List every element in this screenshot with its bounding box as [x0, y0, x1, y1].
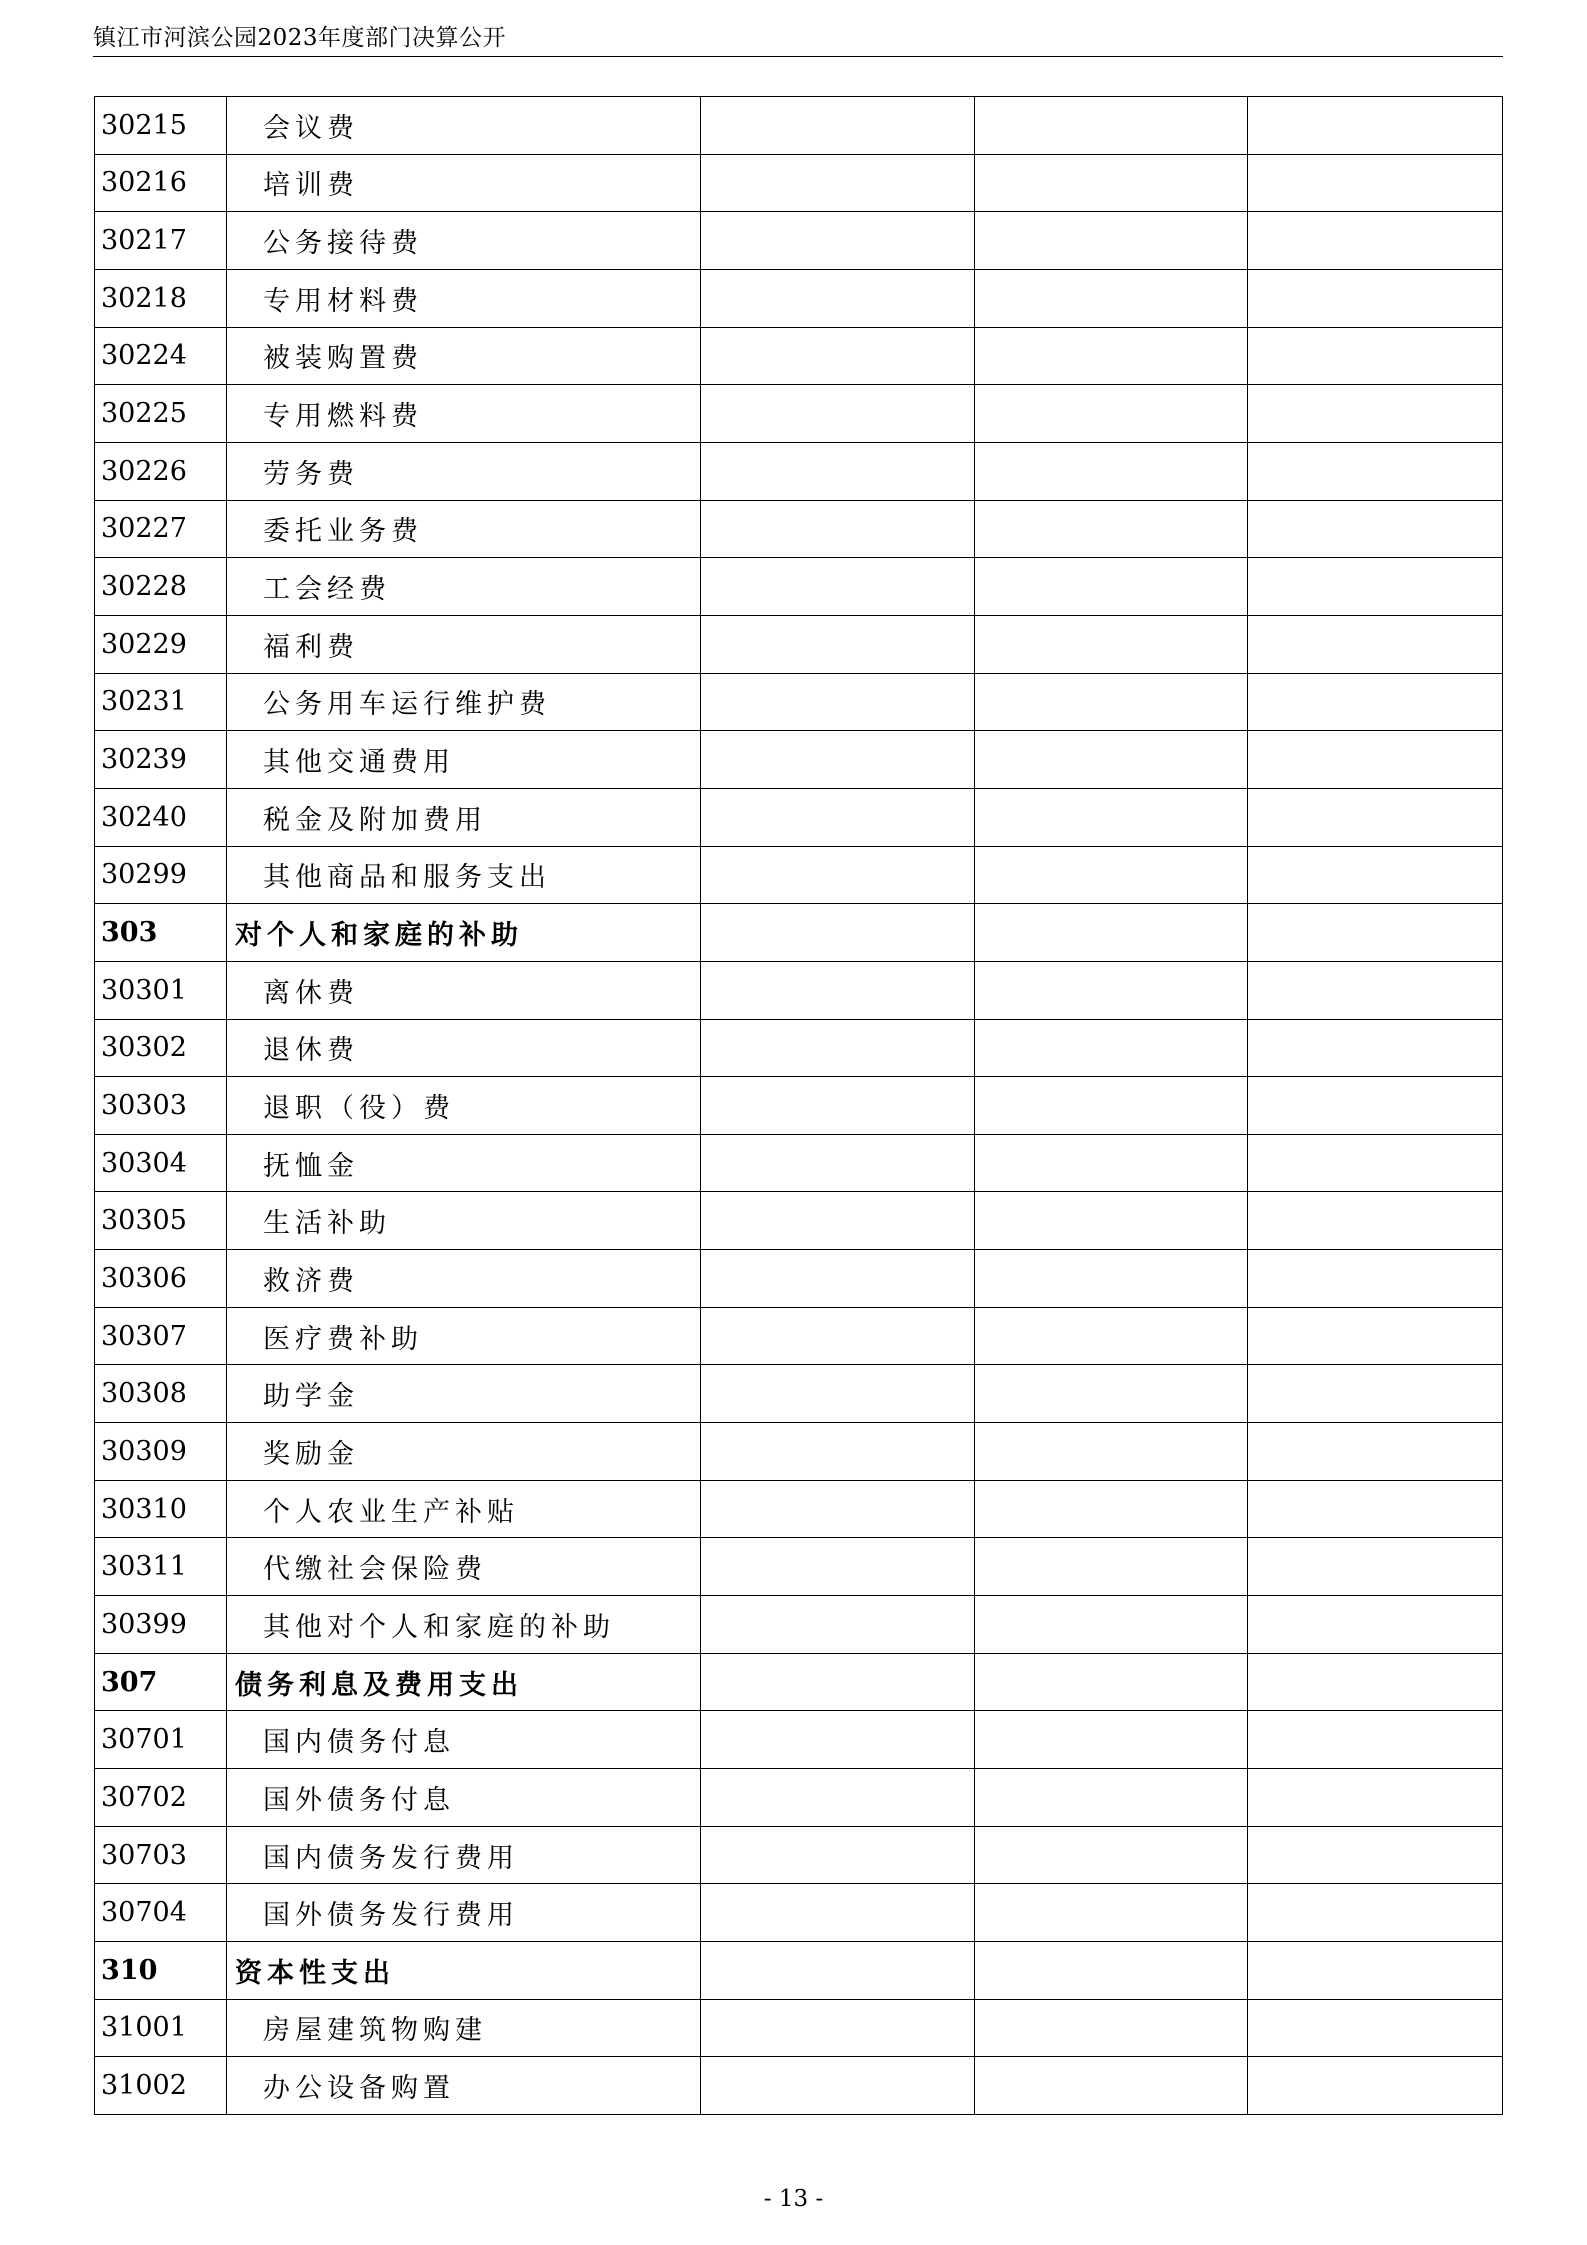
table-row	[95, 1250, 1503, 1308]
table-row	[95, 1711, 1503, 1769]
subject-name-cell: 委托业务费	[227, 500, 701, 558]
amount-cell	[1248, 154, 1503, 212]
amount-cell	[701, 615, 975, 673]
table-row	[95, 1596, 1503, 1654]
subject-code-cell: 30306	[95, 1250, 227, 1308]
table-body	[95, 97, 1503, 2115]
amount-cell	[975, 1134, 1248, 1192]
amount-cell	[1248, 1019, 1503, 1077]
amount-cell	[975, 1769, 1248, 1827]
page-header	[93, 20, 1503, 57]
amount-cell	[975, 904, 1248, 962]
amount-cell	[1248, 673, 1503, 731]
page-number: - 13 -	[763, 2186, 824, 2212]
amount-cell	[975, 327, 1248, 385]
table-row	[95, 615, 1503, 673]
amount-cell	[1248, 846, 1503, 904]
subject-name-cell: 房屋建筑物购建	[227, 1999, 701, 2057]
amount-cell	[1248, 1769, 1503, 1827]
amount-cell	[701, 1711, 975, 1769]
amount-cell	[1248, 1999, 1503, 2057]
subject-name-cell: 医疗费补助	[227, 1307, 701, 1365]
amount-cell	[1248, 1826, 1503, 1884]
amount-cell	[1248, 961, 1503, 1019]
amount-cell	[701, 1538, 975, 1596]
amount-cell	[1248, 500, 1503, 558]
subject-code-cell: 30303	[95, 1077, 227, 1135]
table-category-row	[95, 904, 1503, 962]
amount-cell	[701, 731, 975, 789]
subject-code-cell: 30224	[95, 327, 227, 385]
amount-cell	[701, 269, 975, 327]
subject-name-cell: 培训费	[227, 154, 701, 212]
amount-cell	[975, 1365, 1248, 1423]
amount-cell	[701, 1365, 975, 1423]
subject-code-cell: 307	[95, 1653, 227, 1711]
amount-cell	[1248, 615, 1503, 673]
table-row	[95, 1769, 1503, 1827]
amount-cell	[975, 961, 1248, 1019]
amount-cell	[975, 1999, 1248, 2057]
subject-name-cell: 其他交通费用	[227, 731, 701, 789]
subject-name-cell: 福利费	[227, 615, 701, 673]
amount-cell	[1248, 385, 1503, 443]
table-row	[95, 961, 1503, 1019]
subject-code-cell: 30229	[95, 615, 227, 673]
subject-name-cell: 个人农业生产补贴	[227, 1480, 701, 1538]
subject-code-cell: 30227	[95, 500, 227, 558]
table-row	[95, 1423, 1503, 1481]
table-row	[95, 673, 1503, 731]
subject-name-cell: 对个人和家庭的补助	[227, 904, 701, 962]
table-category-row	[95, 1942, 1503, 2000]
amount-cell	[975, 1192, 1248, 1250]
amount-cell	[975, 673, 1248, 731]
amount-cell	[975, 1538, 1248, 1596]
amount-cell	[975, 442, 1248, 500]
subject-code-cell: 30299	[95, 846, 227, 904]
amount-cell	[975, 1826, 1248, 1884]
subject-name-cell: 退职（役）费	[227, 1077, 701, 1135]
amount-cell	[1248, 788, 1503, 846]
amount-cell	[701, 1826, 975, 1884]
subject-name-cell: 专用燃料费	[227, 385, 701, 443]
subject-code-cell: 30228	[95, 558, 227, 616]
subject-code-cell: 30309	[95, 1423, 227, 1481]
amount-cell	[1248, 904, 1503, 962]
amount-cell	[1248, 558, 1503, 616]
subject-code-cell: 30703	[95, 1826, 227, 1884]
amount-cell	[701, 1480, 975, 1538]
amount-cell	[701, 1423, 975, 1481]
amount-cell	[701, 1019, 975, 1077]
amount-cell	[975, 97, 1248, 155]
table-category-row	[95, 1653, 1503, 1711]
subject-name-cell: 国外债务付息	[227, 1769, 701, 1827]
subject-code-cell: 31001	[95, 1999, 227, 2057]
amount-cell	[701, 1999, 975, 2057]
subject-name-cell: 专用材料费	[227, 269, 701, 327]
amount-cell	[1248, 327, 1503, 385]
subject-name-cell: 国内债务付息	[227, 1711, 701, 1769]
subject-code-cell: 30307	[95, 1307, 227, 1365]
amount-cell	[1248, 1423, 1503, 1481]
subject-code-cell: 30225	[95, 385, 227, 443]
amount-cell	[701, 154, 975, 212]
amount-cell	[701, 327, 975, 385]
table-row	[95, 1307, 1503, 1365]
subject-code-cell: 30305	[95, 1192, 227, 1250]
subject-code-cell: 30226	[95, 442, 227, 500]
amount-cell	[701, 1942, 975, 2000]
amount-cell	[701, 846, 975, 904]
table-row	[95, 500, 1503, 558]
amount-cell	[701, 673, 975, 731]
amount-cell	[1248, 212, 1503, 270]
subject-code-cell: 30704	[95, 1884, 227, 1942]
amount-cell	[1248, 1192, 1503, 1250]
table-row	[95, 212, 1503, 270]
subject-name-cell: 税金及附加费用	[227, 788, 701, 846]
subject-code-cell: 30310	[95, 1480, 227, 1538]
amount-cell	[1248, 1942, 1503, 2000]
amount-cell	[701, 97, 975, 155]
amount-cell	[1248, 1538, 1503, 1596]
subject-code-cell: 30301	[95, 961, 227, 1019]
subject-name-cell: 离休费	[227, 961, 701, 1019]
amount-cell	[1248, 1653, 1503, 1711]
amount-cell	[975, 1711, 1248, 1769]
subject-code-cell: 30701	[95, 1711, 227, 1769]
amount-cell	[975, 1250, 1248, 1308]
subject-name-cell: 救济费	[227, 1250, 701, 1308]
amount-cell	[1248, 97, 1503, 155]
amount-cell	[701, 904, 975, 962]
amount-cell	[1248, 731, 1503, 789]
subject-name-cell: 资本性支出	[227, 1942, 701, 2000]
subject-code-cell: 30239	[95, 731, 227, 789]
subject-name-cell: 退休费	[227, 1019, 701, 1077]
subject-code-cell: 30217	[95, 212, 227, 270]
table-row	[95, 1480, 1503, 1538]
subject-name-cell: 生活补助	[227, 1192, 701, 1250]
subject-name-cell: 国内债务发行费用	[227, 1826, 701, 1884]
amount-cell	[701, 442, 975, 500]
amount-cell	[701, 500, 975, 558]
amount-cell	[975, 1480, 1248, 1538]
table-row	[95, 1134, 1503, 1192]
subject-name-cell: 公务用车运行维护费	[227, 673, 701, 731]
subject-code-cell: 30308	[95, 1365, 227, 1423]
subject-name-cell: 其他对个人和家庭的补助	[227, 1596, 701, 1654]
amount-cell	[975, 1077, 1248, 1135]
amount-cell	[975, 1423, 1248, 1481]
amount-cell	[1248, 2057, 1503, 2115]
amount-cell	[701, 1884, 975, 1942]
amount-cell	[975, 2057, 1248, 2115]
amount-cell	[1248, 1596, 1503, 1654]
subject-name-cell: 奖励金	[227, 1423, 701, 1481]
subject-code-cell: 30231	[95, 673, 227, 731]
subject-name-cell: 公务接待费	[227, 212, 701, 270]
amount-cell	[1248, 1884, 1503, 1942]
amount-cell	[701, 2057, 975, 2115]
amount-cell	[975, 1596, 1248, 1654]
amount-cell	[1248, 1711, 1503, 1769]
subject-name-cell: 助学金	[227, 1365, 701, 1423]
subject-name-cell: 债务利息及费用支出	[227, 1653, 701, 1711]
amount-cell	[975, 269, 1248, 327]
amount-cell	[975, 1653, 1248, 1711]
subject-code-cell: 30215	[95, 97, 227, 155]
subject-name-cell: 其他商品和服务支出	[227, 846, 701, 904]
amount-cell	[701, 1769, 975, 1827]
subject-name-cell: 工会经费	[227, 558, 701, 616]
subject-code-cell: 310	[95, 1942, 227, 2000]
subject-code-cell: 30311	[95, 1538, 227, 1596]
table-row	[95, 558, 1503, 616]
subject-code-cell: 30702	[95, 1769, 227, 1827]
table-row	[95, 788, 1503, 846]
amount-cell	[701, 1596, 975, 1654]
subject-name-cell: 会议费	[227, 97, 701, 155]
amount-cell	[975, 731, 1248, 789]
table-row	[95, 1192, 1503, 1250]
subject-code-cell: 30399	[95, 1596, 227, 1654]
amount-cell	[701, 1134, 975, 1192]
amount-cell	[975, 1019, 1248, 1077]
table-row	[95, 731, 1503, 789]
amount-cell	[701, 212, 975, 270]
subject-code-cell: 30302	[95, 1019, 227, 1077]
table-row	[95, 97, 1503, 155]
amount-cell	[701, 788, 975, 846]
amount-cell	[1248, 1365, 1503, 1423]
amount-cell	[701, 1077, 975, 1135]
table-row	[95, 1365, 1503, 1423]
amount-cell	[1248, 1307, 1503, 1365]
amount-cell	[1248, 269, 1503, 327]
table-row	[95, 846, 1503, 904]
table-row	[95, 1538, 1503, 1596]
amount-cell	[975, 154, 1248, 212]
table-row	[95, 1826, 1503, 1884]
amount-cell	[1248, 1134, 1503, 1192]
amount-cell	[1248, 1250, 1503, 1308]
amount-cell	[975, 558, 1248, 616]
table-row	[95, 269, 1503, 327]
table-row	[95, 1019, 1503, 1077]
subject-name-cell: 国外债务发行费用	[227, 1884, 701, 1942]
subject-code-cell: 30304	[95, 1134, 227, 1192]
amount-cell	[975, 500, 1248, 558]
amount-cell	[701, 1307, 975, 1365]
table-row	[95, 1999, 1503, 2057]
subject-code-cell: 30216	[95, 154, 227, 212]
subject-code-cell: 30218	[95, 269, 227, 327]
amount-cell	[975, 385, 1248, 443]
table-row	[95, 1884, 1503, 1942]
table-row	[95, 154, 1503, 212]
subject-name-cell: 被装购置费	[227, 327, 701, 385]
table-row	[95, 2057, 1503, 2115]
table-row	[95, 1077, 1503, 1135]
subject-code-cell: 30240	[95, 788, 227, 846]
subject-name-cell: 抚恤金	[227, 1134, 701, 1192]
table-row	[95, 327, 1503, 385]
amount-cell	[975, 1884, 1248, 1942]
amount-cell	[975, 846, 1248, 904]
document-title: 镇江市河滨公园2023年度部门决算公开	[93, 25, 507, 51]
subject-name-cell: 代缴社会保险费	[227, 1538, 701, 1596]
amount-cell	[701, 385, 975, 443]
table-row	[95, 442, 1503, 500]
amount-cell	[975, 1307, 1248, 1365]
amount-cell	[1248, 442, 1503, 500]
amount-cell	[701, 558, 975, 616]
amount-cell	[975, 788, 1248, 846]
amount-cell	[975, 615, 1248, 673]
subject-name-cell: 劳务费	[227, 442, 701, 500]
amount-cell	[1248, 1077, 1503, 1135]
subject-code-cell: 303	[95, 904, 227, 962]
amount-cell	[701, 1653, 975, 1711]
amount-cell	[975, 212, 1248, 270]
table-row	[95, 385, 1503, 443]
amount-cell	[701, 961, 975, 1019]
expenditure-table	[94, 96, 1503, 2115]
subject-name-cell: 办公设备购置	[227, 2057, 701, 2115]
amount-cell	[701, 1192, 975, 1250]
amount-cell	[975, 1942, 1248, 2000]
amount-cell	[1248, 1480, 1503, 1538]
amount-cell	[701, 1250, 975, 1308]
subject-code-cell: 31002	[95, 2057, 227, 2115]
